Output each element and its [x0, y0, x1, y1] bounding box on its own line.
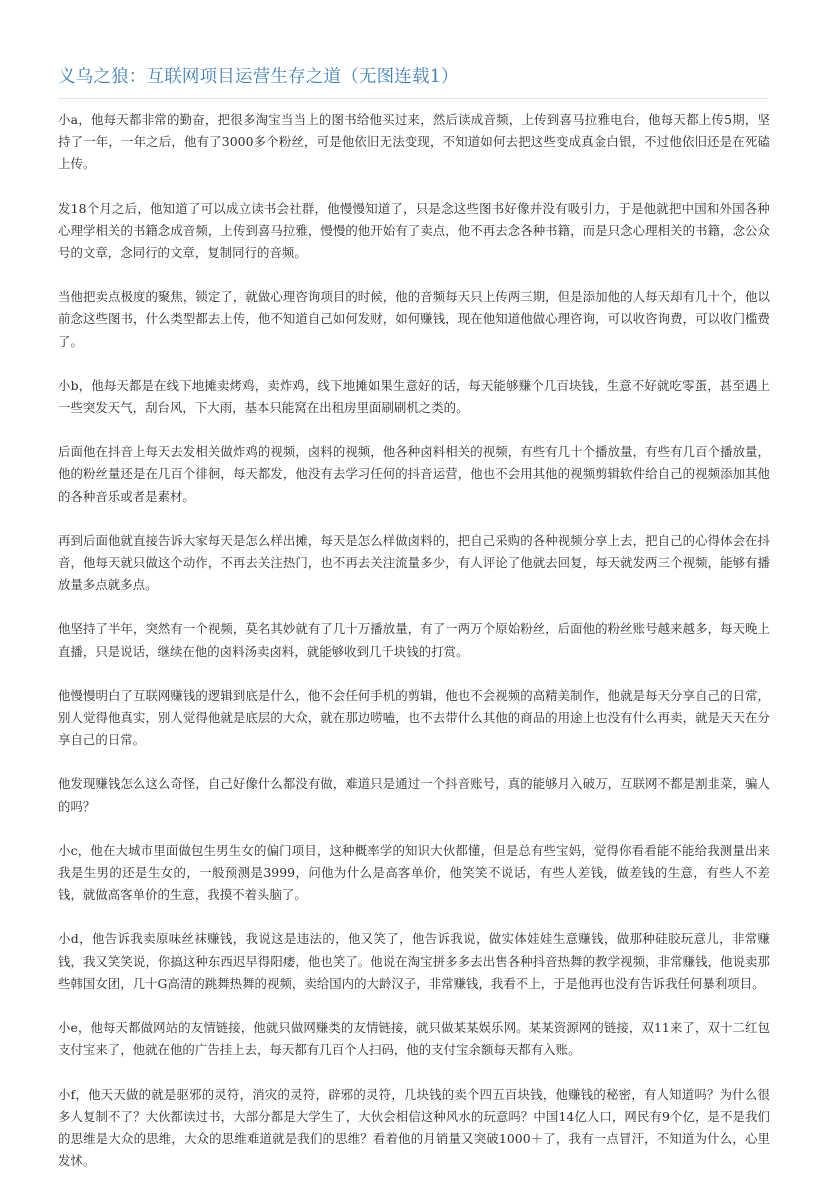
paragraph-4: 小b，他每天都是在线下地摊卖烤鸡，卖炸鸡，线下地摊如果生意好的话，每天能够赚个几百块钱，生意不好就吃零蛋，甚至遇上一些突发天气，刮台风，下大雨，基本只能窝在出租房里面刷刷机之类的。 — [58, 377, 770, 416]
paragraph-13: 小f，他天天做的就是驱邪的灵符，消灾的灵符，辟邪的灵符，几块钱的卖个四五百块钱，他赚钱的秘密，有人知道吗？为什么很多人复制不了？大伙都读过书，大部分都是大学生了，大伙会相信这种风水的玩意吗？中国14亿人口，网民有9个亿，是不是我们的思维是大众的思维，大众的思维难道就是我们的思维？看着他的月销量又突破1000＋了，我有一点冒汗，不知道为什么，心里发怵。 — [58, 1086, 770, 1169]
paragraph-9: 他发现赚钱怎么这么奇怪，自己好像什么都没有做，难道只是通过一个抖音账号，真的能够月入破万，互联网不都是割韭菜，骗人的吗？ — [58, 776, 770, 814]
title-divider — [58, 98, 768, 99]
paragraph-3: 当他把卖点极度的聚焦，锁定了，就做心理咨询项目的时候，他的音频每天只上传两三期，但是添加他的人每天却有几十个，他以前念这些图书，什么类型都去上传，他不知道自己如何发财，如何赚钱，现在他知道他做心理咨询，可以收咨询费，可以收门槛费了。 — [58, 289, 770, 349]
paragraph-12: 小e，他每天都做网站的友情链接，他就只做网赚类的友情链接，就只做某某娱乐网。某某资源网的链接，双11来了，双十二红包支付宝来了，他就在他的广告挂上去，每天都有几百个人扫码，他的支付宝余额每天都有入账。 — [58, 1020, 770, 1058]
paragraph-11: 小d，他告诉我卖原味丝袜赚钱，我说这是违法的，他又笑了，他告诉我说，做实体娃娃生意赚钱，做那种硅胶玩意儿，非常赚钱，我又笑笑说，你搞这种东西迟早得阳痿，他也笑了。他说在淘宝拼多多去出售各种抖音热舞的教学视频，非常赚钱，他说卖那些韩国女团，几十G高清的跳舞热舞的视频，卖给国内的大龄汉子，非常赚钱，我看不上，于是他再也没有告诉我任何暴利项目。 — [58, 931, 770, 991]
paragraph-1: 小a，他每天都非常的勤奋，把很多淘宝当当上的图书给他买过来，然后读成音频，上传到喜马拉雅电台，他每天都上传5期，坚持了一年，一年之后，他有了3000多个粉丝，可是他依旧无法变现，不知道如何去把这些变成真金白银，不过他依旧还是在死磕上传。 — [58, 112, 770, 172]
paragraph-6: 再到后面他就直接告诉大家每天是怎么样出摊，每天是怎么样做卤料的，把自己采购的各种视频分享上去，把自己的心得体会在抖音，他每天就只做这个动作，不再去关注热门，也不再去关注流量多少，有人评论了他就去回复，每天就发两三个视频，能够有播放量多点就多点。 — [58, 532, 770, 593]
article-title: 义乌之狼：互联网项目运营生存之道（无图连载1） — [58, 67, 459, 87]
article-body — [58, 109, 770, 1172]
paragraph-8: 他慢慢明白了互联网赚钱的逻辑到底是什么，他不会任何手机的剪辑，他也不会视频的高精美制作，他就是每天分享自己的日常，别人觉得他真实，别人觉得他就是底层的大众，就在那边唠嗑，也不去带什么其他的商品的用途上也没有什么再卖，就是天天在分享自己的日常。 — [58, 687, 770, 748]
paragraph-7: 他坚持了半年，突然有一个视频，莫名其妙就有了几十万播放量，有了一两万个原始粉丝，后面他的粉丝账号越来越多，每天晚上直播，只是说话，继续在他的卤料汤卖卤料，就能够收到几千块钱的打赏。 — [58, 621, 770, 659]
paragraph-5: 后面他在抖音上每天去发相关做炸鸡的视频，卤料的视频，他各种卤料相关的视频，有些有几十个播放量，有些有几百个播放量，他的粉丝量还是在几百个徘徊，每天都发，他没有去学习任何的抖音运营，他也不会用其他的视频剪辑软件给自己的视频添加其他的各种音乐或者是素材。 — [58, 444, 770, 504]
document-page — [58, 0, 770, 1194]
paragraph-2: 发18个月之后，他知道了可以成立读书会社群，他慢慢知道了，只是念这些图书好像并没有吸引力，于是他就把中国和外国各种心理学相关的书籍念成音频，上传到喜马拉雅，慢慢的他开始有了卖点，他不再去念各种书籍，而是只念心理相关的书籍，念公众号的文章，念同行的文章，复制同行的音频。 — [58, 200, 770, 261]
paragraph-10: 小c，他在大城市里面做包生男生女的偏门项目，这种概率学的知识大伙都懂，但是总有些宝妈，觉得你看看能不能给我测量出来我是生男的还是生女的，一般预测是3999，问他为什么是高客单价，他笑笑不说话，有些人差钱，做差钱的生意，有些人不差钱，就做高客单价的生意，我摸不着头脑了。 — [58, 842, 770, 903]
